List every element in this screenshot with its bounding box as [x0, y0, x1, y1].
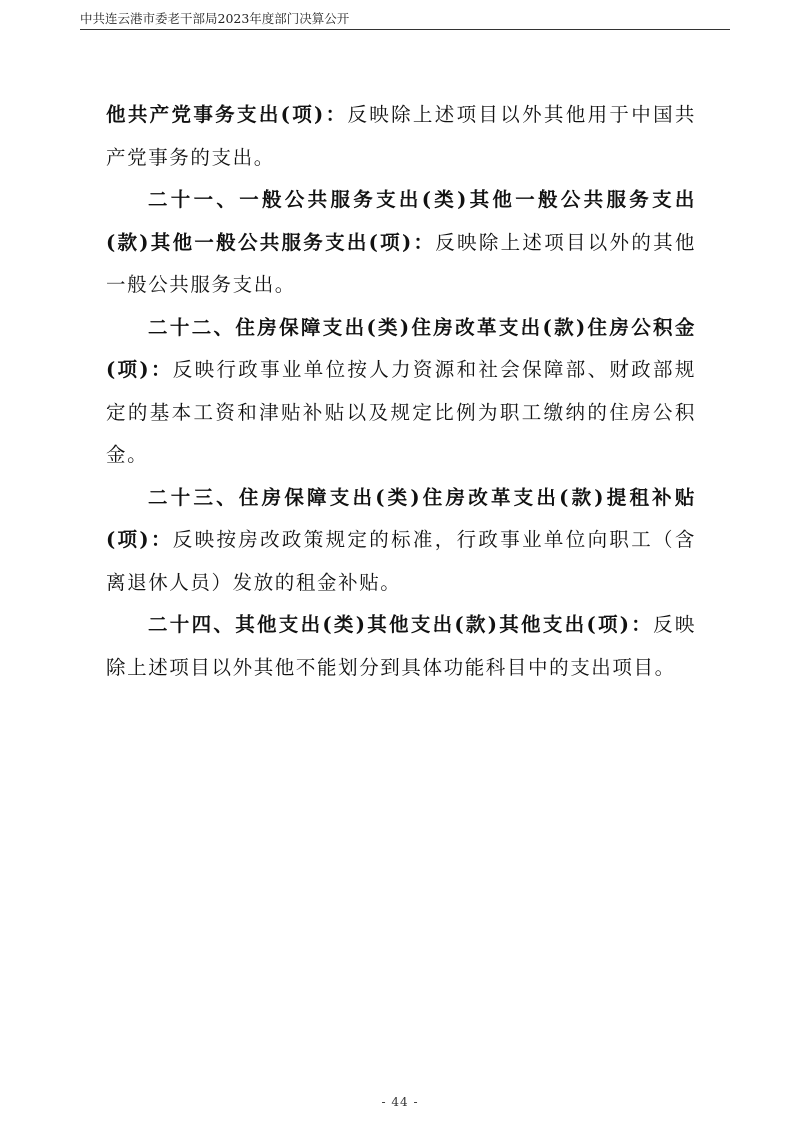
- header-title: 中共连云港市委老干部局2023年度部门决算公开: [80, 11, 350, 26]
- paragraph-text: 反映按房改政策规定的标准，行政事业单位向职工（含离退休人员）发放的租金补贴。: [106, 528, 696, 594]
- paragraph-heading: 二十四、其他支出(类)其他支出(款)其他支出(项)：: [148, 613, 654, 636]
- document-body: [106, 94, 696, 689]
- paragraph-heading: 二十二、住房保障支出(类)住房改革支出(款)住房公积金(项)：: [106, 315, 696, 381]
- paragraph-item-20-continued: [106, 94, 696, 179]
- page-header: [80, 10, 730, 30]
- paragraph-item-23: [106, 477, 696, 605]
- paragraph-text: 反映除上述项目以外其他用于中国共产党事务的支出。: [106, 103, 697, 169]
- paragraph-text: 反映除上述项目以外的其他一般公共服务支出。: [106, 230, 697, 296]
- paragraph-heading: 二十三、住房保障支出(类)住房改革支出(款)提租补贴(项)：: [106, 485, 696, 551]
- paragraph-text: 反映除上述项目以外其他不能划分到具体功能科目中的支出项目。: [106, 613, 696, 679]
- paragraph-item-21: [106, 179, 696, 307]
- paragraph-text: 反映行政事业单位按人力资源和社会保障部、财政部规定的基本工资和津贴补贴以及规定比例为职工缴纳的住房公积金。: [106, 358, 696, 466]
- page-footer: [0, 1095, 800, 1109]
- paragraph-item-24: [106, 604, 696, 689]
- paragraph-item-22: [106, 307, 696, 477]
- paragraph-heading: 二十一、一般公共服务支出(类)其他一般公共服务支出(款)其他一般公共服务支出(项)：: [106, 188, 696, 254]
- page-number: - 44 -: [381, 1095, 419, 1109]
- paragraph-heading: 他共产党事务支出(项)：: [106, 103, 348, 126]
